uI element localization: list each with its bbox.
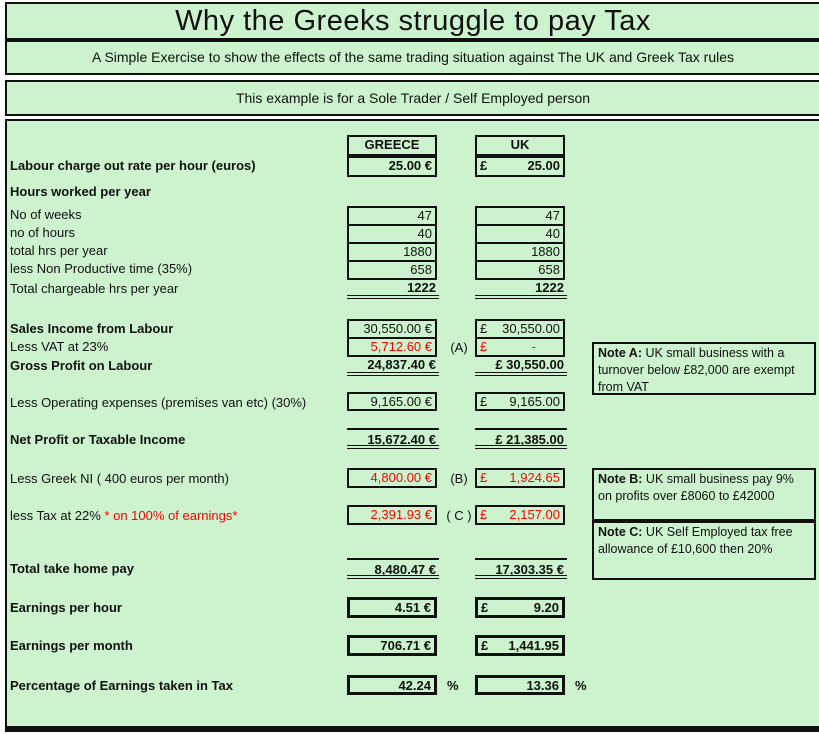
ref-note-a: (A) (450, 340, 468, 355)
cell-uk-takehome: 17,303.35 € (475, 558, 567, 579)
example-banner (5, 80, 819, 116)
label-tax (10, 508, 237, 524)
label-per-month: Earnings per month (10, 638, 133, 653)
cell-uk-tax[interactable] (475, 505, 565, 525)
cell-uk-total-hrs[interactable]: 1880 (477, 242, 563, 260)
cell-uk-hours[interactable]: 40 (477, 224, 563, 242)
label-rate: Labour charge out rate per hour (euros) (10, 158, 256, 173)
cell-uk-non-productive[interactable]: 658 (477, 260, 563, 278)
currency-symbol: £ (481, 600, 489, 615)
label-opex: Less Operating expenses (premises van etc) (30%) (10, 395, 307, 410)
label-hours-section: Hours worked per year (10, 184, 151, 199)
label-chargeable: Total chargeable hrs per year (10, 281, 179, 296)
cell-greece-weeks[interactable]: 47 (417, 208, 432, 223)
label-non-productive: less Non Productive time (35%) (10, 261, 193, 276)
cell-uk-opex[interactable] (475, 392, 565, 411)
example-line: This example is for a Sole Trader / Self Employed person (235, 90, 591, 106)
cell-value: 9.20 (533, 600, 559, 615)
percent-sign-uk: % (575, 678, 587, 693)
greece-sales-group (347, 319, 437, 357)
cell-greece-per-hour[interactable]: 4.51 € (347, 597, 437, 618)
note-a-title: Note A: (598, 346, 642, 360)
cell-greece-hours[interactable]: 40 (349, 224, 435, 242)
greece-hours-group (347, 206, 437, 280)
cell-greece-pct[interactable]: 42.24 (347, 675, 437, 695)
note-c (592, 521, 816, 580)
page-subtitle: A Simple Exercise to show the effects of the same trading situation against The UK and Greek Tax rules (91, 49, 734, 65)
uk-sales-group (475, 319, 565, 357)
cell-uk-rate[interactable] (475, 156, 565, 177)
label-ni: Less Greek NI ( 400 euros per month) (10, 471, 229, 486)
cell-value: 9,165.00 (509, 394, 560, 409)
cell-greece-gross: 24,837.40 € (347, 357, 439, 376)
note-c-text: UK Self Employed tax free allowance of £10,600 then 20% (598, 525, 793, 556)
currency-symbol: £ (481, 638, 489, 653)
worksheet-body (5, 119, 819, 732)
note-b (592, 468, 816, 521)
currency-symbol: £ (480, 321, 488, 336)
currency-symbol: £ (480, 394, 488, 409)
currency-symbol: £ (480, 507, 488, 522)
cell-greece-chargeable: 1222 (347, 280, 439, 299)
cell-greece-sales[interactable]: 30,550.00 € (363, 321, 432, 336)
cell-uk-gross: £ 30,550.00 (475, 357, 567, 376)
cell-greece-takehome: 8,480.47 € (347, 558, 439, 579)
cell-uk-ni[interactable] (475, 468, 565, 488)
label-weeks: No of weeks (10, 207, 82, 222)
cell-value: - (531, 339, 536, 354)
currency-symbol: £ (480, 470, 488, 485)
cell-value: 1,924.65 (509, 470, 560, 485)
note-a-text: UK small business with a turnover below £82,000 are exempt from VAT (598, 346, 795, 394)
note-c-title: Note C: (598, 525, 643, 539)
cell-uk-per-month[interactable] (475, 635, 565, 656)
column-header-greece: GREECE (347, 135, 437, 156)
cell-uk-weeks[interactable]: 47 (545, 208, 560, 223)
cell-uk-per-hour[interactable] (475, 597, 565, 618)
cell-greece-opex[interactable]: 9,165.00 € (347, 392, 437, 411)
label-hours: no of hours (10, 225, 76, 240)
cell-greece-tax[interactable]: 2,391.93 € (347, 505, 437, 525)
label-tax-red: * on 100% of earnings* (100, 508, 238, 523)
label-per-hour: Earnings per hour (10, 600, 122, 615)
currency-symbol: £ (480, 158, 488, 173)
page-title: Why the Greeks struggle to pay Tax (175, 5, 651, 37)
label-total-hrs: total hrs per year (10, 243, 108, 258)
cell-uk-pct[interactable]: 13.36 (475, 675, 565, 695)
cell-uk-net: £ 21,385.00 (475, 428, 567, 449)
label-gross: Gross Profit on Labour (10, 358, 153, 373)
cell-uk-sales[interactable] (477, 321, 563, 337)
cell-greece-rate[interactable]: 25.00 € (347, 156, 437, 177)
cell-greece-ni[interactable]: 4,800.00 € (347, 468, 437, 488)
ref-note-b: (B) (450, 471, 468, 486)
percent-sign-greece: % (447, 678, 459, 693)
cell-greece-vat[interactable]: 5,712.60 € (349, 337, 435, 355)
note-b-title: Note B: (598, 472, 643, 486)
note-a (592, 342, 816, 395)
note-b-text: UK small business pay 9% on profits over £8060 to £42000 (598, 472, 794, 503)
currency-symbol: £ (480, 339, 488, 354)
label-tax-black: less Tax at 22% (10, 508, 101, 523)
label-pct: Percentage of Earnings taken in Tax (10, 678, 233, 693)
label-sales: Sales Income from Labour (10, 321, 174, 336)
title-banner (5, 2, 819, 40)
subtitle-banner (5, 40, 819, 75)
uk-hours-group (475, 206, 565, 280)
column-header-uk: UK (475, 135, 565, 156)
cell-uk-chargeable: 1222 (475, 280, 567, 299)
cell-greece-per-month[interactable]: 706.71 € (347, 635, 437, 656)
label-net: Net Profit or Taxable Income (10, 432, 186, 447)
cell-value: 25.00 (527, 158, 560, 173)
cell-greece-non-productive[interactable]: 658 (349, 260, 435, 278)
cell-value: 1,441.95 (508, 638, 559, 653)
cell-uk-vat[interactable] (477, 337, 563, 355)
cell-greece-net: 15,672.40 € (347, 428, 439, 449)
ref-note-c: ( C ) (446, 508, 472, 523)
label-vat: Less VAT at 23% (10, 339, 109, 354)
label-takehome: Total take home pay (10, 561, 135, 576)
cell-greece-total-hrs[interactable]: 1880 (349, 242, 435, 260)
cell-value: 30,550.00 (502, 321, 560, 336)
cell-value: 2,157.00 (509, 507, 560, 522)
